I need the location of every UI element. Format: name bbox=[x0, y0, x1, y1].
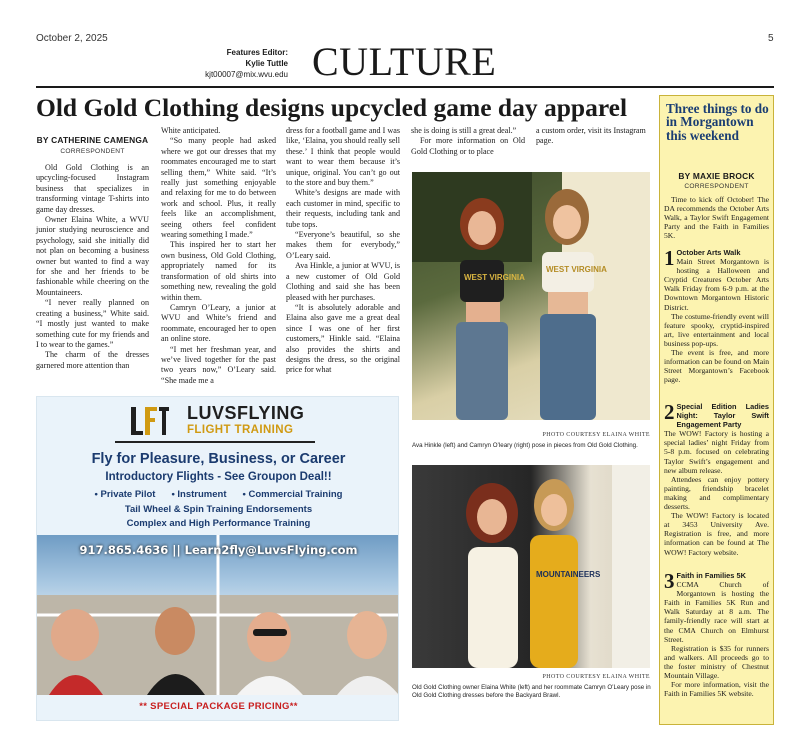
ad-endorsements: Tail Wheel & Spin Training Endorsements bbox=[124, 504, 313, 515]
article-column-3 bbox=[286, 126, 400, 376]
item-number: 2 bbox=[664, 400, 675, 424]
luvsflying-logo-icon bbox=[129, 405, 171, 439]
ad-tagline: Fly for Pleasure, Business, or Career bbox=[91, 451, 346, 467]
photo-illustration bbox=[412, 465, 650, 668]
section-title: CULTURE bbox=[312, 39, 497, 84]
item-title: Faith in Families 5K bbox=[676, 571, 746, 580]
paragraph: Registration is $35 for runners and walkers. All proceeds go to the foster ministry of Chestnut Mountain Village. bbox=[664, 643, 769, 681]
issue-date: October 2, 2025 bbox=[36, 33, 108, 44]
paragraph: White anticipated. bbox=[161, 126, 221, 135]
paragraph: The WOW! Factory is located at 3453 University Ave. Registration is free, and more information can be found at The WOW! Factory website. bbox=[664, 511, 769, 557]
paragraph: Camryn O’Leary, a junior at WVU and White’s friend and roommate, encouraged her to open an online store. bbox=[161, 302, 276, 344]
paragraph: “I never really planned on creating a business,” White said. “I mostly just wanted to make something cute for my friends and I to wear to the games.” bbox=[36, 298, 149, 349]
article-byline: BY CATHERINE CAMENGA bbox=[36, 135, 149, 145]
article-column-4 bbox=[411, 126, 525, 157]
paragraph: “It is absolutely adorable and Elaina also gave me a great deal since I was one of her first customers,” Hinkle said. “Elaina also provides the shirts and designs the dress, so the original price for what bbox=[286, 302, 400, 375]
sidebar-item-2 bbox=[664, 402, 769, 557]
item-title: October Arts Walk bbox=[676, 248, 741, 257]
paragraph: For more information on Old Gold Clothing or to place bbox=[411, 136, 525, 156]
svg-text:WEST VIRGINIA: WEST VIRGINIA bbox=[464, 273, 525, 282]
svg-text:MOUNTAINEERS: MOUNTAINEERS bbox=[536, 570, 601, 579]
paragraph: For more information, visit the Faith in Families 5K website. bbox=[664, 680, 769, 699]
features-editor-block bbox=[196, 47, 288, 80]
ad-contact-info[interactable]: 917.865.4636 || Learn2fly@LuvsFlying.com bbox=[79, 543, 358, 557]
paragraph: Old Gold Clothing is an upcycling-focused Instagram business that specializes in transforming vintage T-shirts into game day dresses. bbox=[36, 163, 149, 214]
photo1-caption: Ava Hinkle (left) and Camryn O’leary (right) pose in pieces from Old Gold Clothing. bbox=[412, 442, 638, 449]
sidebar-item-3 bbox=[664, 571, 769, 698]
masthead-rule bbox=[36, 86, 774, 88]
features-editor-label: Features Editor: bbox=[226, 48, 288, 57]
ad-complex-training: Complex and High Performance Training bbox=[126, 518, 311, 529]
paragraph: “I met her freshman year, and we’ve lived together for the past two years now,” O’Leary said. “She made me a bbox=[161, 344, 276, 385]
article-column-1 bbox=[36, 135, 149, 371]
paragraph: The event is free, and more information can be found on Main Street Morgantown’s Facebook page. bbox=[664, 348, 769, 385]
paragraph: dress for a football game and I was like, ‘Elaina, you should really sell these.’ I think that people would want to wear them because it’s unique, original. You can’t go out to the store and buy them.” bbox=[286, 126, 400, 188]
ad-photo-illustration bbox=[37, 535, 399, 695]
paragraph: The WOW! Factory is hosting a special ladies’ night Friday from 5-8 p.m. focused on celebrating Taylor Swift’s engagement and new album release. bbox=[664, 429, 769, 475]
article-column-5 bbox=[536, 126, 650, 147]
editor-email[interactable]: kjt00007@mix.wvu.edu bbox=[205, 70, 288, 79]
paragraph: “Everyone’s beautiful, so she makes them for everybody,” O’Leary said. bbox=[286, 230, 400, 260]
photo-hinkle-oleary bbox=[412, 172, 650, 420]
editor-name: Kylie Tuttle bbox=[245, 59, 288, 68]
ad-intro-flights: Introductory Flights - See Groupon Deal!! bbox=[105, 471, 332, 483]
photo-illustration bbox=[412, 172, 650, 420]
sidebar-three-things bbox=[659, 95, 774, 725]
paragraph: The charm of the dresses garnered more attention than bbox=[36, 350, 149, 370]
article-headline: Old Gold Clothing designs upcycled game day apparel bbox=[36, 93, 628, 122]
paragraph: The costume-friendly event will feature spooky, cryptid-inspired art, live entertainment and local business pop-ups. bbox=[664, 311, 769, 348]
item-title: Special Edition Ladies Night: Taylor Swift Engagement Party bbox=[676, 402, 769, 430]
item-number: 1 bbox=[664, 246, 675, 270]
paragraph: CCMA Church of Morgantown is hosting the Faith in Families 5K Run and Walk Saturday at 8 a.m. The family-friendly race will start at the CMA Church on Elmhurst Street. bbox=[664, 580, 769, 644]
ad-brand-subtitle: FLIGHT TRAINING bbox=[187, 424, 294, 436]
paragraph: “So many people had asked where we got our dresses that my roommates encouraged me to start selling them,” White said. “It’s really just something enjoyable and relaxing for me to do between work and school. Plus, it really feels like an accomplishment, seeing others feel confident wearing something I made.” bbox=[161, 136, 276, 240]
ad-special-pricing: ** SPECIAL PACKAGE PRICING** bbox=[139, 701, 298, 712]
sidebar-intro bbox=[664, 195, 769, 240]
ad-divider bbox=[115, 441, 315, 443]
sidebar-item-1 bbox=[664, 248, 769, 384]
sidebar-byline-role: CORRESPONDENT bbox=[684, 183, 749, 190]
photo1-credit: PHOTO COURTESY ELAINA WHITE bbox=[542, 432, 650, 438]
photo2-caption: Old Gold Clothing owner Elaina White (left) and her roommate Camryn O’Leary pose in Old Gold Clothing dresses before the Backyard Brawl. bbox=[412, 684, 651, 700]
page-number: 5 bbox=[768, 33, 774, 44]
article-column-2 bbox=[161, 126, 276, 386]
ad-service-item: • Instrument bbox=[171, 489, 227, 500]
ad-service-item: • Commercial Training bbox=[242, 489, 343, 500]
paragraph: a custom order, visit its Instagram page. bbox=[536, 126, 646, 146]
sidebar-byline: BY MAXIE BROCK bbox=[678, 171, 755, 181]
photo-white-oleary bbox=[412, 465, 650, 668]
article-byline-role: CORRESPONDENT bbox=[60, 148, 125, 155]
paragraph: Attendees can enjoy pottery painting, friendship bracelet making and complimentary desserts. bbox=[664, 474, 769, 512]
ad-services bbox=[37, 489, 399, 500]
ad-cockpit-photo bbox=[37, 535, 399, 695]
paragraph: White’s designs are made with each customer in mind, specific to their requests, including tank and tube tops. bbox=[286, 188, 400, 229]
paragraph: Main Street Morgantown is hosting a Halloween and Cryptid Creatures October Arts Walk Friday from 6-9 p.m. at the Downtown Morgantown Historic District. bbox=[664, 257, 769, 312]
sidebar-title: Three things to do in Morgantown this weekend bbox=[666, 101, 769, 143]
paragraph: she is doing is still a great deal.” bbox=[411, 126, 517, 135]
item-number: 3 bbox=[664, 569, 675, 593]
svg-text:WEST VIRGINIA: WEST VIRGINIA bbox=[546, 265, 607, 274]
paragraph: This inspired her to start her own business, Old Gold Clothing, appropriately named for its transformation of old shirts into something new, revealing the gold within them. bbox=[161, 240, 276, 302]
paragraph: Owner Elaina White, a WVU junior studying neuroscience and psychology, said she initially did not plan on becoming a business owner but wanted to find a way for she and her friends to be fashionable while cheering on the Mountaineers. bbox=[36, 215, 149, 297]
ad-service-item: • Private Pilot bbox=[94, 489, 156, 500]
luvsflying-advertisement[interactable] bbox=[36, 396, 399, 721]
photo2-credit: PHOTO COURTESY ELAINA WHITE bbox=[542, 674, 650, 680]
paragraph: Time to kick off October! The DA recommends the October Arts Walk, a Taylor Swift Engagement Party and the Faith in Families 5K. bbox=[664, 195, 769, 241]
ad-brand-name: LUVSFLYING bbox=[187, 403, 305, 423]
paragraph: Ava Hinkle, a junior at WVU, is a new customer of Old Gold Clothing and said she has been pleased with her purchases. bbox=[286, 261, 400, 302]
